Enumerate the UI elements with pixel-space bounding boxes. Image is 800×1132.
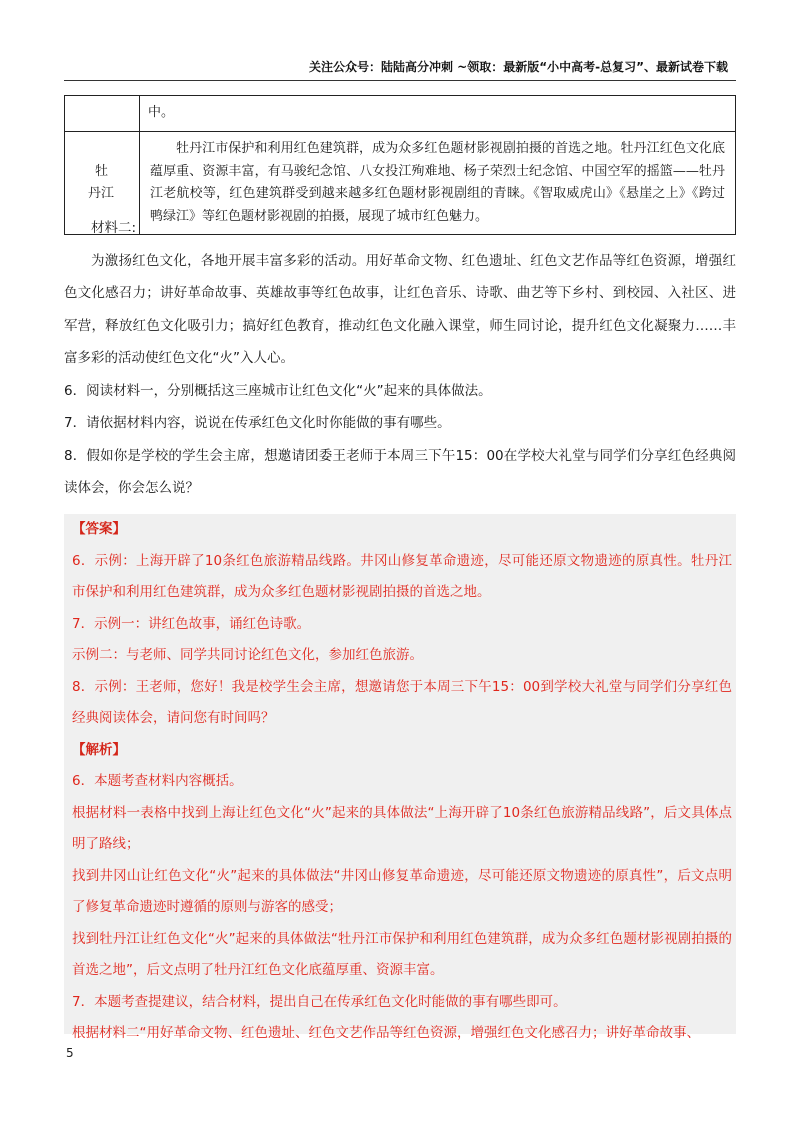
question-8: 8．假如你是学校的学生会主席，想邀请团委王老师于本周三下午15：00在学校大礼堂与同学们分享红色经典阅读体会，你会怎么说？ [64, 447, 736, 496]
material2-block [64, 212, 736, 505]
material2-paragraph: 为激扬红色文化，各地开展丰富多彩的活动。用好革命文物、红色遗址、红色文艺作品等红色资源，增强红色文化感召力；讲好革命故事、英雄故事等红色故事，让红色音乐、诗歌、曲艺等下乡村、到校园、入社区、进军营，释放红色文化吸引力；搞好红色教育，推动红色文化融入课堂，师生同讨论，提升红色文化凝聚力……丰富多彩的活动使红色文化“火”入人心。 [64, 252, 736, 366]
city-name-line1: 牡 [94, 164, 108, 179]
question-6: 6．阅读材料一，分别概括这三座城市让红色文化“火”起来的具体做法。 [64, 382, 492, 399]
analysis-6-title: 6．本题考查材料内容概括。 [72, 773, 243, 789]
analysis-7-material2: 根据材料二“用好革命文物、红色遗址、红色文艺作品等红色资源，增强红色文化感召力；讲好革命故事、 [72, 1025, 700, 1041]
analysis-6-mudanjiang: 找到牡丹江让红色文化“火”起来的具体做法“牡丹江市保护和利用红色建筑群，成为众多红色题材影视剧拍摄的首选之地”，后文点明了牡丹江红色文化底蕴厚重、资源丰富。 [72, 930, 732, 978]
table-cell-empty [65, 96, 140, 132]
answer-7-example1: 7．示例一：讲红色故事，诵红色诗歌。 [72, 615, 311, 632]
question-7: 7．请依据材料内容，说说在传承红色文化时你能做的事有哪些。 [64, 415, 451, 431]
analysis-6-jinggangshan: 找到井冈山让红色文化“火”起来的具体做法“井冈山修复革命遗迹，尽可能还原文物遗迹的原真性”，后文点明了修复革命遗迹时遵循的原则与游客的感受； [72, 867, 732, 915]
table-cell-text: 牡丹江市保护和利用红色建筑群，成为众多红色题材影视剧拍摄的首选之地。牡丹江红色文化底蕴厚重、资源丰富，有马骏纪念馆、八女投江殉难地、杨子荣烈士纪念馆、中国空军的摇篮——牡丹江老航校等，红色建筑群受到越来越多红色题材影视剧组的青睐。《智取威虎山》《悬崖之上》《跨过鸭绿江》等红色题材影视剧的拍摄，展现了城市红色魅力。 [140, 132, 736, 235]
city-name-line2: 丹江 [88, 186, 115, 201]
material2-title: 材料二: [91, 220, 137, 236]
answer-block [72, 514, 732, 1050]
answer-label: 【答案】 [72, 521, 126, 537]
answer-8: 8．示例：王老师，您好！我是校学生会主席，想邀请您于本周三下午15：00到学校大礼堂与同学们分享红色经典阅读体会，请问您有时间吗？ [72, 678, 732, 726]
answer-7-example2: 示例二：与老师、同学共同讨论红色文化，参加红色旅游。 [72, 647, 423, 663]
analysis-6-shanghai: 根据材料一表格中找到上海让红色文化“火”起来的具体做法“上海开辟了10条红色旅游精品线路”，后文具体点明了路线； [72, 804, 732, 852]
header-rule [64, 80, 736, 81]
table-cell-text: 中。 [140, 96, 736, 132]
analysis-7-title: 7．本题考查提建议，结合材料，提出自己在传承红色文化时能做的事有哪些即可。 [72, 993, 567, 1010]
analysis-label: 【解析】 [72, 741, 126, 758]
page-header: 关注公众号：陆陆高分冲刺 ~领取：最新版“小中高考-总复习”、最新试卷下载 [309, 60, 728, 74]
page-number: 5 [66, 1046, 74, 1060]
answer-6: 6．示例：上海开辟了10条红色旅游精品线路。井冈山修复革命遗迹，尽可能还原文物遗迹的原真性。牡丹江市保护和利用红色建筑群，成为众多红色题材影视剧拍摄的首选之地。 [72, 552, 732, 600]
table-row [65, 96, 736, 132]
